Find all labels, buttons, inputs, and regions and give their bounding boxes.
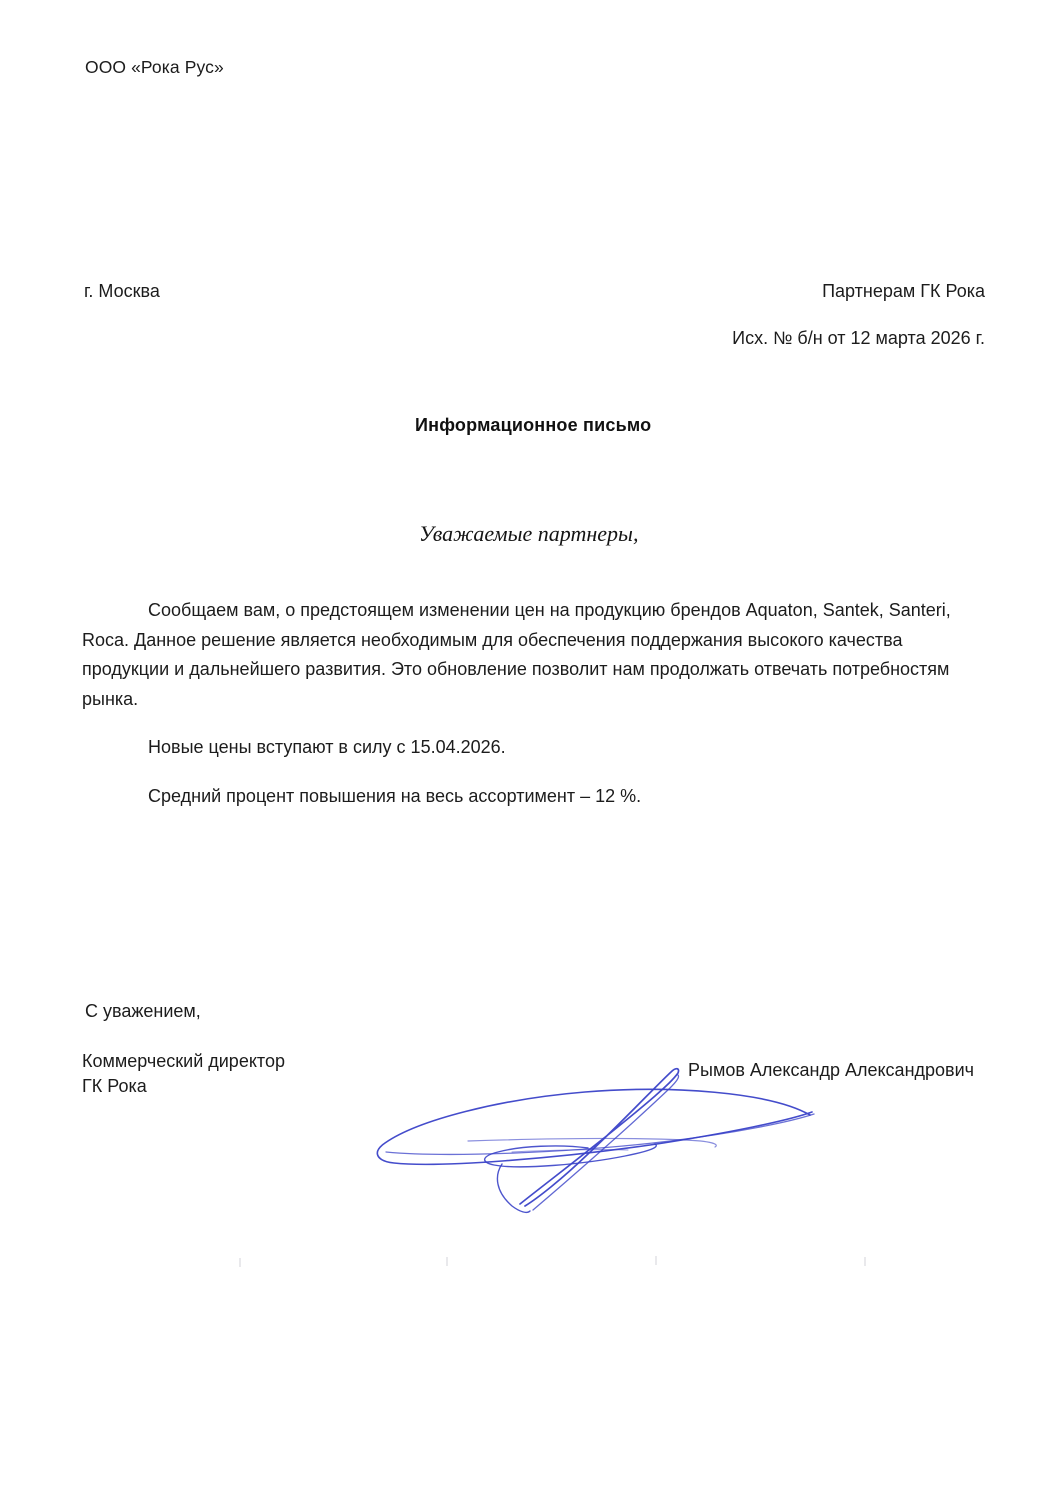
addressee-line: Партнерам ГК Рока xyxy=(822,281,985,301)
scan-artifact xyxy=(655,1256,657,1265)
scan-artifact xyxy=(864,1257,866,1266)
signer-role-block xyxy=(82,1049,285,1099)
body-paragraph-main: Сообщаем вам, о предстоящем изменении цен на продукцию брендов Aquaton, Santek, Santeri, Roca. Данное решение является необходимым для обеспечения поддержания высокого качества продукции и дальнейшего развития. Это обновление позволит нам продолжать отвечать потребностям рынка. xyxy=(82,600,951,709)
body-paragraph-average-increase: Средний процент повышения на весь ассортимент – 12 %. xyxy=(148,785,642,806)
signer-name: Рымов Александр Александрович xyxy=(688,1060,975,1080)
body-paragraph-effective-date: Новые цены вступают в силу с 15.04.2026. xyxy=(148,737,506,757)
document-body xyxy=(82,596,980,811)
scan-artifact xyxy=(446,1257,448,1266)
company-header: ООО «Рока Рус» xyxy=(85,57,224,77)
valediction: С уважением, xyxy=(85,1001,201,1021)
reference-number-line: Исх. № б/н от 12 марта 2026 г. xyxy=(732,328,985,348)
scan-artifact xyxy=(239,1258,241,1267)
city-line: г. Москва xyxy=(84,281,160,301)
document-title: Информационное письмо xyxy=(415,415,652,435)
signer-role-line-2: ГК Рока xyxy=(82,1076,147,1096)
signer-role-line-1: Коммерческий директор xyxy=(82,1051,285,1071)
salutation: Уважаемые партнеры, xyxy=(419,521,639,546)
